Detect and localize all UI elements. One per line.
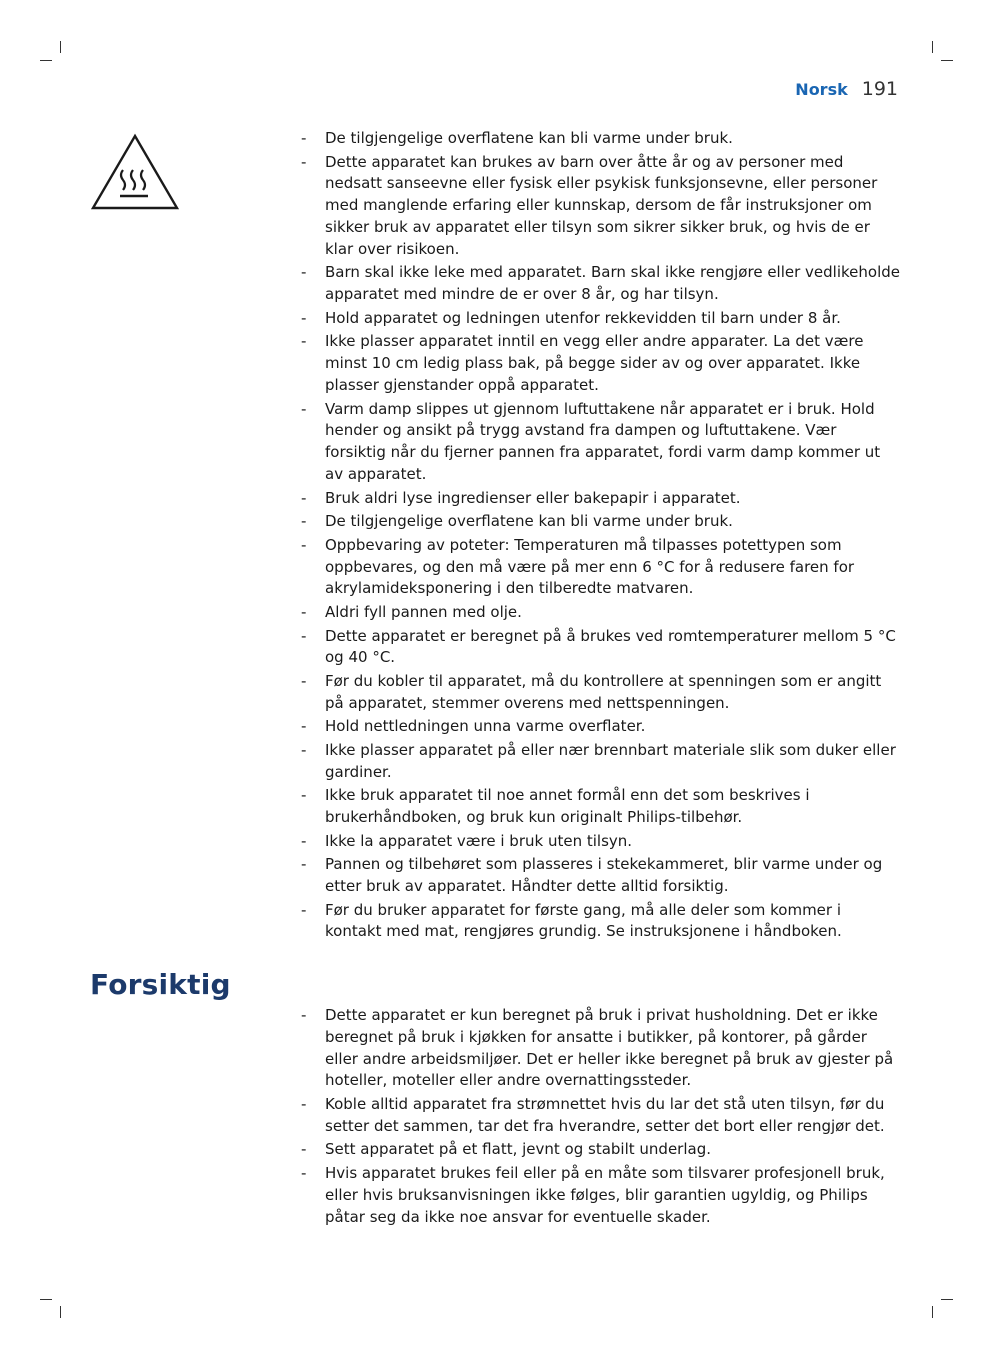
bullet-dash: - [301,786,307,805]
list-item-text: De tilgjengelige overflatene kan bli varme under bruk. [325,512,733,531]
caution-list [301,1005,901,1230]
crop-mark [941,1299,953,1300]
bullet-dash: - [301,152,307,171]
list-item [301,399,901,486]
bullet-dash: - [301,512,307,531]
list-item-text: Ikke plasser apparatet inntil en vegg eller andre apparater. La det være minst 10 cm ledig plass bak, på begge sider av og over apparatet. Ikke plasser gjenstander oppå apparatet. [325,332,864,394]
list-item-text: Sett apparatet på et flatt, jevnt og stabilt underlag. [325,1140,711,1159]
list-item-text: Aldri fyll pannen med olje. [325,602,522,621]
list-item [301,716,901,738]
list-item-text: Dette apparatet er kun beregnet på bruk i privat husholdning. Det er ikke beregnet på bruk i kjøkken for ansatte i butikker, på kontorer, på gårder eller andre arbeidsmiljøer. Det er heller ikke beregnet på bruk av gjester på hoteller, moteller eller andre overnattingssteder. [325,1006,894,1090]
bullet-dash: - [301,332,307,351]
list-item-text: Hold nettledningen unna varme overflater. [325,717,646,736]
list-item [301,128,901,150]
page-header [795,78,898,100]
bullet-dash: - [301,129,307,147]
bullet-dash: - [301,1006,307,1024]
bullet-dash: - [301,488,307,507]
list-item [301,331,901,396]
list-item [301,511,901,533]
bullet-dash: - [301,831,307,850]
list-item [301,900,901,944]
list-item [301,262,901,306]
bullet-dash: - [301,855,307,874]
hot-surface-warning-icon [90,132,180,212]
bullet-dash: - [301,1094,307,1113]
list-item-text: Pannen og tilbehøret som plasseres i stekekammeret, blir varme under og etter bruk av apparatet. Håndter dette alltid forsiktig. [325,855,883,896]
crop-mark [60,41,61,53]
bullet-dash: - [301,740,307,759]
list-item [301,152,901,261]
bullet-dash: - [301,1140,307,1159]
bullet-dash: - [301,900,307,919]
list-item [301,854,901,898]
list-item-text: Ikke la apparatet være i bruk uten tilsyn. [325,831,633,850]
list-item [301,671,901,715]
page-number: 191 [861,78,898,100]
bullet-dash: - [301,1163,307,1182]
language-label: Norsk [795,80,848,99]
crop-mark [40,1299,52,1300]
bullet-dash: - [301,308,307,327]
crop-mark [932,1306,933,1318]
bullet-dash: - [301,399,307,418]
safety-list [301,128,901,945]
list-item [301,626,901,670]
list-item-text: Hvis apparatet brukes feil eller på en måte som tilsvarer profesjonell bruk, eller hvis bruksanvisningen ikke følges, blir garantien ugyldig, og Philips påtar seg da ikke noe ansvar for eventuelle skader. [325,1163,885,1226]
list-item [301,1163,901,1228]
bullet-dash: - [301,263,307,282]
list-item [301,1139,901,1161]
list-item-text: Ikke bruk apparatet til noe annet formål enn det som beskrives i brukerhåndboken, og bruk kun originalt Philips-tilbehør. [325,786,810,827]
list-item-text: De tilgjengelige overflatene kan bli varme under bruk. [325,129,733,147]
list-item-text: Før du bruker apparatet for første gang, må alle deler som kommer i kontakt med mat, rengjøres grundig. Se instruksjonene i håndboken. [325,900,842,941]
list-item-text: Før du kobler til apparatet, må du kontrollere at spenningen som er angitt på apparatet, stemmer overens med nettspenningen. [325,671,882,712]
list-item-text: Varm damp slippes ut gjennom luftuttakene når apparatet er i bruk. Hold hender og ansikt på trygg avstand fra dampen og luftuttakene. Vær forsiktig når du fjerner pannen fra apparatet, fordi varm damp kommer ut av apparatet. [325,399,881,483]
bullet-dash: - [301,717,307,736]
list-item [301,785,901,829]
list-item [301,488,901,510]
list-item [301,602,901,624]
crop-mark [941,60,953,61]
crop-mark [40,60,52,61]
bullet-dash: - [301,535,307,554]
section-title: Forsiktig [90,968,231,1001]
list-item [301,1005,901,1092]
list-item [301,535,901,600]
list-item [301,740,901,784]
bullet-dash: - [301,602,307,621]
crop-mark [932,41,933,53]
bullet-dash: - [301,626,307,645]
list-item-text: Bruk aldri lyse ingredienser eller bakepapir i apparatet. [325,488,741,507]
list-item-text: Koble alltid apparatet fra strømnettet hvis du lar det stå uten tilsyn, før du setter det sammen, tar det fra hverandre, setter det bort eller rengjør det. [325,1094,885,1135]
list-item-text: Ikke plasser apparatet på eller nær brennbart materiale slik som duker eller gardiner. [325,740,896,781]
list-item-text: Dette apparatet kan brukes av barn over åtte år og av personer med nedsatt sanseevne eller fysisk eller psykisk funksjonsevne, eller personer med manglende erfaring eller kunnskap, dersom de får instruksjoner om sikker bruk av apparatet eller tilsyn som sikrer sikker bruk, og hvis de er klar over risikoen. [325,152,878,258]
bullet-dash: - [301,671,307,690]
list-item [301,1094,901,1138]
list-item-text: Oppbevaring av poteter: Temperaturen må tilpasses potettypen som oppbevares, og den må være på mer enn 6 °C for å redusere faren for akrylamideksponering i den tilberedte matvaren. [325,535,855,598]
list-item-text: Dette apparatet er beregnet på å brukes ved romtemperaturer mellom 5 °C og 40 °C. [325,626,896,667]
crop-mark [60,1306,61,1318]
list-item [301,831,901,853]
list-item-text: Barn skal ikke leke med apparatet. Barn skal ikke rengjøre eller vedlikeholde apparatet med mindre de er over 8 år, og har tilsyn. [325,263,900,304]
list-item-text: Hold apparatet og ledningen utenfor rekkevidden til barn under 8 år. [325,308,841,327]
list-item [301,308,901,330]
